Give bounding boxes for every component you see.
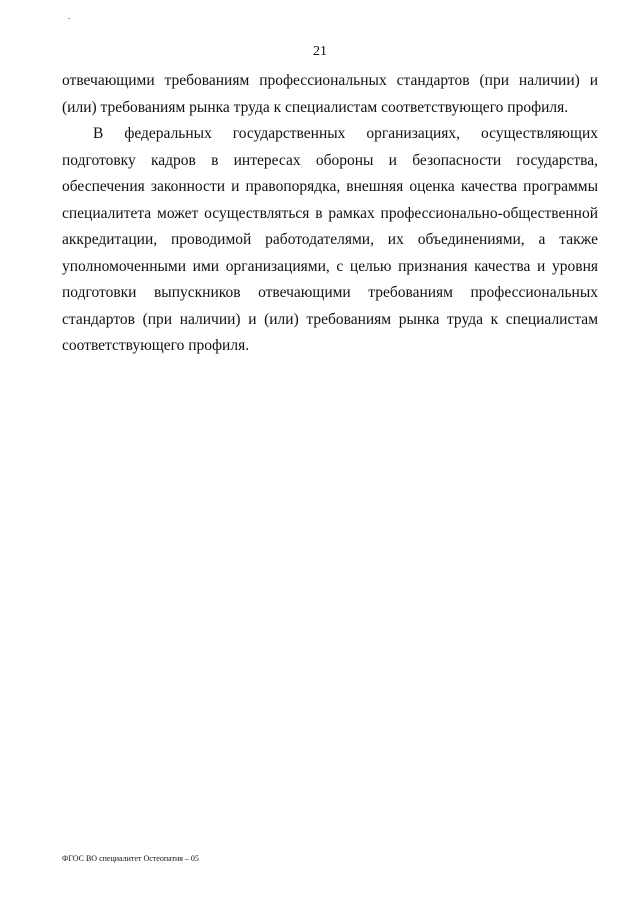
page-number: 21 [313,44,327,59]
footer-document-id: ФГОС ВО специалитет Остеопатия – 05 [62,854,199,863]
paragraph-main: В федеральных государственных организациях, осуществляющих подготовку кадров в интересах обороны и безопасности государства, обеспечения законности и правопорядка, внешняя оценка качества программы специалитета может осуществляться в рамках профессионально-общественной аккредитации, проводимой работодателями, их объединениями, а также уполномоченными ими организациями, с целью признания качества и уровня подготовки выпускников отвечающими требованиям профессиональных стандартов (при наличии) и (или) требованиям рынка труда к специалистам соответствующего профиля. [62,125,598,354]
document-body [62,68,598,360]
paragraph-continued: отвечающими требованиям профессиональных стандартов (при наличии) и (или) требованиям рынка труда к специалистам соответствующего профиля. [62,72,598,116]
scan-artifact [68,18,70,19]
